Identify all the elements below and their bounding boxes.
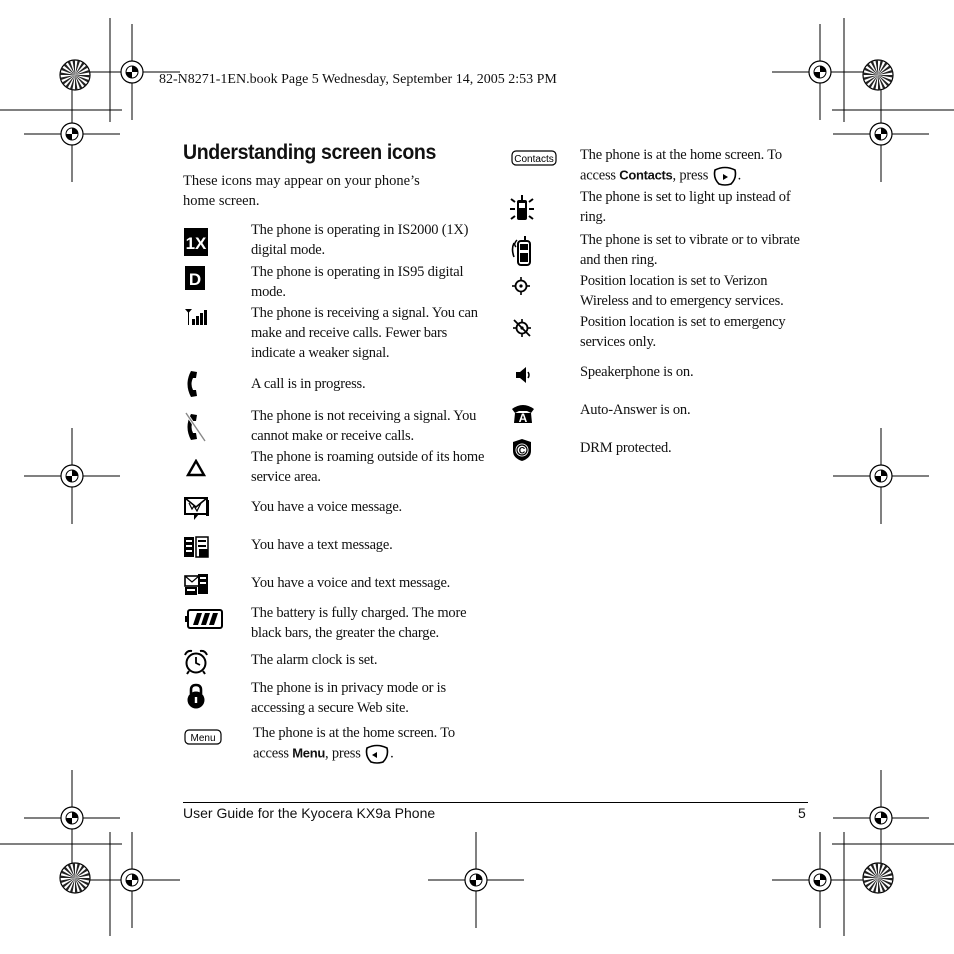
icon-description: You have a voice message. xyxy=(251,499,402,515)
right-softkey-icon xyxy=(712,165,738,187)
icon-description: DRM protected. xyxy=(580,440,672,456)
voice-and-text-message-icon xyxy=(184,574,210,596)
footer-guide-title: User Guide for the Kyocera KX9a Phone xyxy=(183,805,436,821)
icon-description: The phone is not receiving a signal. You cannot make or receive calls. xyxy=(251,408,477,444)
icon-description: A call is in progress. xyxy=(251,376,366,392)
contacts-row-end: . xyxy=(737,167,742,184)
icon-description: The phone is receiving a signal. You can make and receive calls. Fewer bars indicate a weaker signal. xyxy=(251,305,478,361)
svg-text:C: C xyxy=(518,445,526,456)
icon-description: Auto-Answer is on. xyxy=(580,402,691,418)
vibrate-icon xyxy=(510,235,534,267)
signal-bars-icon xyxy=(185,308,209,326)
registration-target-icon xyxy=(24,770,120,866)
speakerphone-icon xyxy=(515,365,533,385)
svg-text:1X: 1X xyxy=(185,234,207,253)
star-target-icon xyxy=(60,60,90,90)
registration-target-icon xyxy=(428,832,524,928)
registration-target-icon xyxy=(833,428,929,524)
contacts-row-description xyxy=(580,145,816,187)
icon-description: The phone is set to light up instead of ring. xyxy=(580,189,791,225)
no-signal-icon xyxy=(185,412,207,442)
auto-answer-icon xyxy=(511,402,535,424)
footer-rule xyxy=(183,802,808,803)
contacts-row-text: The phone is at the home screen. To access xyxy=(580,147,782,184)
roaming-triangle-icon xyxy=(186,459,206,477)
intro-text: These icons may appear on your phone’s home screen. xyxy=(183,173,420,209)
menu-row-end: . xyxy=(390,745,394,762)
text-message-icon xyxy=(184,536,210,558)
registration-target-icon xyxy=(24,86,120,182)
print-header: 82-N8271-1EN.book Page 5 Wednesday, September 14, 2005 2:53 PM xyxy=(159,72,557,87)
privacy-lock-icon xyxy=(186,683,206,709)
light-up-ringer-icon xyxy=(509,193,535,223)
icon-description: The phone is operating in IS2000 (1X) digital mode. xyxy=(251,222,469,258)
contacts-softkey-label: Contacts xyxy=(514,154,554,165)
icon-description: You have a voice and text message. xyxy=(251,575,451,591)
location-emergency-icon xyxy=(512,318,532,338)
menu-softkey-icon xyxy=(184,729,222,745)
left-softkey-icon xyxy=(364,743,390,765)
registration-target-icon xyxy=(24,428,120,524)
icon-description: Speakerphone is on. xyxy=(580,364,694,380)
icon-description: You have a text message. xyxy=(251,537,393,553)
menu-row-text: The phone is at the home screen. To access xyxy=(253,725,455,762)
registration-target-icon xyxy=(833,86,929,182)
contacts-softkey-icon xyxy=(511,150,557,166)
location-on-icon xyxy=(512,277,530,295)
alarm-clock-icon xyxy=(184,649,208,675)
contacts-row-press: , press xyxy=(672,167,709,184)
icon-description: The phone is roaming outside of its home service area. xyxy=(251,449,485,485)
star-target-icon xyxy=(863,60,893,90)
registration-target-icon xyxy=(772,24,868,120)
menu-row-press: , press xyxy=(325,745,361,762)
icon-description: Position location is set to emergency services only. xyxy=(580,314,786,350)
menu-keyword: Menu xyxy=(292,745,326,761)
icon-description: The battery is fully charged. The more black bars, the greater the charge. xyxy=(251,605,467,641)
registration-target-icon xyxy=(833,770,929,866)
icon-description: The phone is in privacy mode or is accessing a secure Web site. xyxy=(251,680,446,716)
page-title: Understanding screen icons xyxy=(183,141,436,164)
voice-message-icon xyxy=(184,497,210,521)
menu-softkey-label: Menu xyxy=(190,733,216,744)
icon-description: The phone is set to vibrate or to vibrate and then ring. xyxy=(580,232,800,268)
star-target-icon xyxy=(863,863,893,893)
menu-row-description xyxy=(253,723,489,765)
star-target-icon xyxy=(60,863,90,893)
drm-protected-icon xyxy=(511,438,533,462)
d-digital-icon xyxy=(185,266,205,290)
svg-text:A: A xyxy=(518,411,528,424)
svg-text:D: D xyxy=(188,270,202,289)
registration-target-icon xyxy=(84,832,180,928)
icon-description: The phone is operating in IS95 digital mode. xyxy=(251,264,464,300)
page-number: 5 xyxy=(798,805,806,821)
battery-full-icon xyxy=(185,609,223,629)
registration-target-icon xyxy=(772,832,868,928)
icon-description: The alarm clock is set. xyxy=(251,652,378,668)
icon-description: Position location is set to Verizon Wireless and to emergency services. xyxy=(580,273,784,309)
contacts-keyword: Contacts xyxy=(619,167,673,183)
1x-digital-icon xyxy=(184,228,208,256)
call-in-progress-icon xyxy=(186,370,200,398)
